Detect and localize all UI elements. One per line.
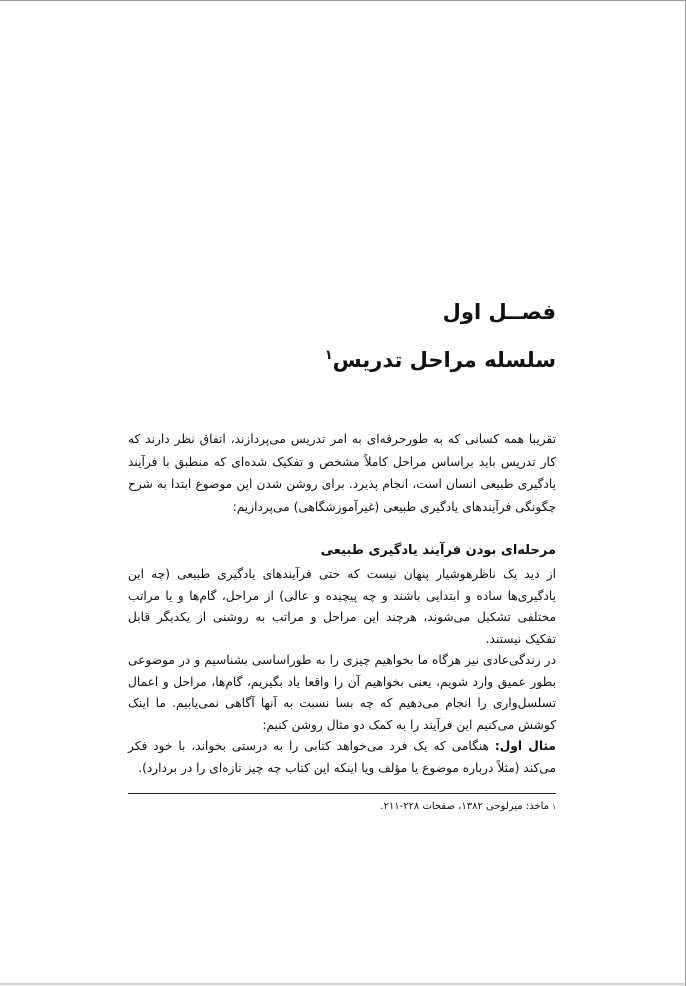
footnote xyxy=(128,799,556,815)
chapter-title-footnote-mark[interactable]: ۱ xyxy=(324,348,333,363)
example-paragraph xyxy=(128,736,556,779)
section-heading: مرحله‌ای بودن فرآیند یادگیری طبیعی xyxy=(320,543,556,558)
footnote-mark: ۱ xyxy=(552,803,556,811)
chapter-title xyxy=(128,342,556,378)
page-edge-bottom xyxy=(0,983,686,985)
footnote-text: ماخذ: میرلوحی ۱۳۸۲، صفحات ۲۲۸-۲۱۱. xyxy=(380,801,553,812)
section-body xyxy=(128,564,556,779)
example-label: مثال اول: xyxy=(494,739,556,753)
example-text: هنگامی که یک فرد می‌خواهد کتابی را به درستی بخواند، با خود فکر می‌کند (مثلاً درباره موضوع یا مؤلف ویا اینکه این کتاب چه چیز تازه‌ای را در بردارد). xyxy=(128,739,556,775)
intro-paragraph: تقریبا همه کسانی که به طورحرفه‌ای به امر تدریس می‌پردازند، اتفاق نظر دارند که کار تدریس باید براساس مراحل کاملاً مشخص و تفکیک شده‌ای که منطبق با فرآیند یادگیری طبیعی انسان است، انجام پذیرد. برای روشن شدن این موضوع ابتدا به شرح چگونگی فرآیندهای یادگیری طبیعی (غیرآموزشگاهی) می‌پردازیم: xyxy=(128,432,556,514)
page-edge-top xyxy=(0,0,686,1)
chapter-title-text: سلسله مراحل تدریس xyxy=(332,348,556,372)
chapter-label: فصــل اول xyxy=(442,300,556,324)
section-paragraph-2: در زندگی‌عادی نیز هرگاه ما بخواهیم چیزی را به طوراساسی بشناسیم و در موضوعی بطور عمیق وارد شویم، یعنی بخواهیم آن را واقعا یاد بگیریم، گام‌ها، مراحل و اعمال تسلسل‌واری را انجام می‌دهیم که چه بسا نسبت به آنها آگاهی نمی‌یابیم. ما اینک کوشش می‌کنیم این فرآیند را به کمک دو مثال روشن کنیم: xyxy=(128,653,556,732)
footnote-divider xyxy=(128,793,556,794)
section-paragraph-1: از دید یک ناظرهوشیار پنهان نیست که حتی فرآیندهای یادگیری طبیعی (چه این یادگیری‌ها ساده و ابتدایی باشند و چه پیچیده و عالی) از مراحل، گام‌ها و یا مراتب مختلفی تشکیل می‌شوند، هرچند این مراحل و مراتب به روشنی از یکدیگر قابل تفکیک نیستند. xyxy=(128,567,556,646)
